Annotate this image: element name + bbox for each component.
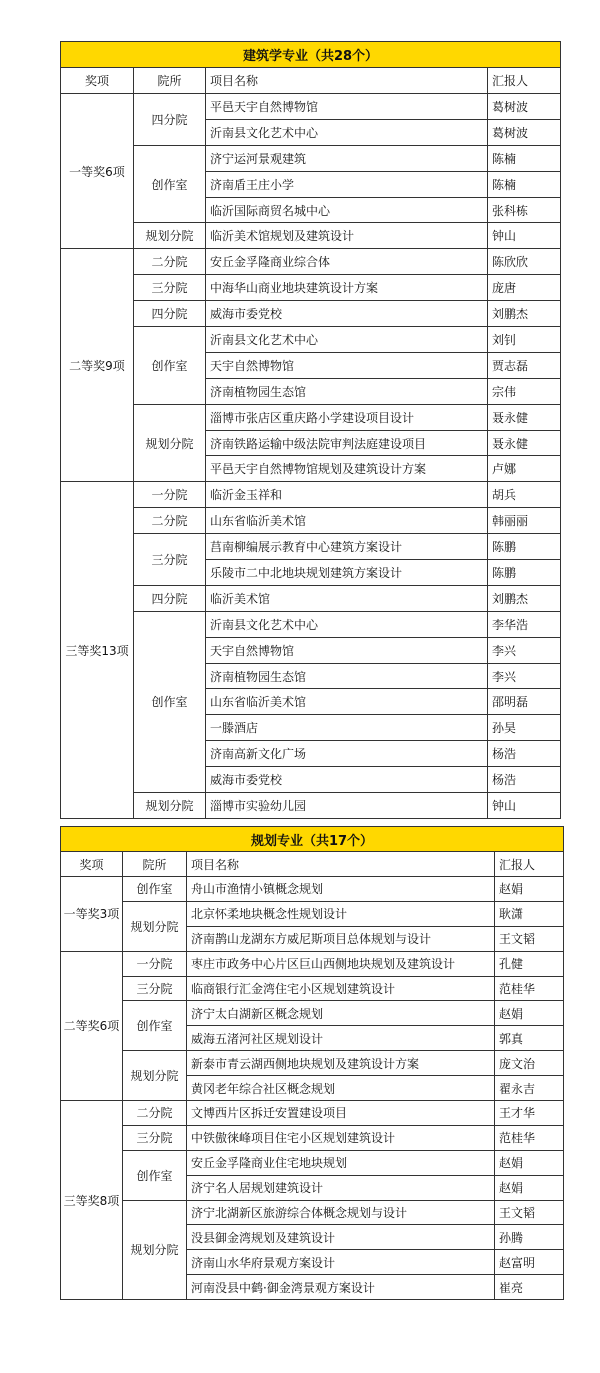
project-name-cell: 临商银行汇金湾住宅小区规划建筑设计 bbox=[187, 976, 495, 1001]
table-title: 规划专业（共17个） bbox=[61, 827, 564, 852]
department-cell: 规划分院 bbox=[123, 901, 187, 951]
reporter-cell: 贾志磊 bbox=[488, 352, 561, 378]
reporter-cell: 李兴 bbox=[488, 663, 561, 689]
reporter-cell: 赵娟 bbox=[495, 1175, 564, 1200]
project-name-cell: 临沂国际商贸名城中心 bbox=[206, 197, 488, 223]
reporter-cell: 聂永健 bbox=[488, 404, 561, 430]
department-cell: 四分院 bbox=[134, 585, 206, 611]
reporter-cell: 钟山 bbox=[488, 793, 561, 819]
reporter-cell: 赵娟 bbox=[495, 1150, 564, 1175]
department-cell: 三分院 bbox=[123, 1125, 187, 1150]
project-name-cell: 济南铁路运输中级法院审判法庭建设项目 bbox=[206, 430, 488, 456]
table-row bbox=[61, 976, 564, 1001]
department-cell: 规划分院 bbox=[134, 404, 206, 482]
table-row bbox=[61, 1001, 564, 1026]
department-cell: 规划分院 bbox=[134, 223, 206, 249]
table-row bbox=[61, 404, 561, 430]
project-name-cell: 新泰市青云湖西侧地块规划及建筑设计方案 bbox=[187, 1051, 495, 1076]
reporter-cell: 刘钊 bbox=[488, 327, 561, 353]
reporter-cell: 韩丽丽 bbox=[488, 508, 561, 534]
reporter-cell: 杨浩 bbox=[488, 741, 561, 767]
reporter-cell: 陈楠 bbox=[488, 145, 561, 171]
project-name-cell: 中铁傲徕峰项目住宅小区规划建筑设计 bbox=[187, 1125, 495, 1150]
award-level-cell: 三等奖8项 bbox=[61, 1101, 123, 1300]
project-name-cell: 济宁运河景观建筑 bbox=[206, 145, 488, 171]
project-name-cell: 沂南县文化艺术中心 bbox=[206, 611, 488, 637]
department-cell: 创作室 bbox=[134, 611, 206, 792]
project-name-cell: 沂南县文化艺术中心 bbox=[206, 327, 488, 353]
table-row bbox=[61, 1101, 564, 1126]
award-level-cell: 一等奖6项 bbox=[61, 94, 134, 249]
reporter-cell: 杨浩 bbox=[488, 767, 561, 793]
header-project: 项目名称 bbox=[187, 852, 495, 877]
reporter-cell: 邵明磊 bbox=[488, 689, 561, 715]
reporter-cell: 孙腾 bbox=[495, 1225, 564, 1250]
table-row bbox=[61, 1051, 564, 1076]
project-name-cell: 安丘金孚隆商业综合体 bbox=[206, 249, 488, 275]
table-row bbox=[61, 327, 561, 353]
reporter-cell: 王才华 bbox=[495, 1101, 564, 1126]
reporter-cell: 钟山 bbox=[488, 223, 561, 249]
department-cell: 四分院 bbox=[134, 301, 206, 327]
project-name-cell: 天宇自然博物馆 bbox=[206, 637, 488, 663]
reporter-cell: 王文韬 bbox=[495, 1200, 564, 1225]
department-cell: 一分院 bbox=[134, 482, 206, 508]
table-row bbox=[61, 508, 561, 534]
project-name-cell: 济南植物园生态馆 bbox=[206, 378, 488, 404]
reporter-cell: 刘鹏杰 bbox=[488, 301, 561, 327]
project-name-cell: 平邑天宇自然博物馆规划及建筑设计方案 bbox=[206, 456, 488, 482]
reporter-cell: 李华浩 bbox=[488, 611, 561, 637]
award-level-cell: 二等奖6项 bbox=[61, 951, 123, 1100]
table-title-row bbox=[61, 827, 564, 852]
department-cell: 创作室 bbox=[123, 877, 187, 902]
reporter-cell: 孔健 bbox=[495, 951, 564, 976]
department-cell: 三分院 bbox=[134, 534, 206, 586]
project-name-cell: 一滕酒店 bbox=[206, 715, 488, 741]
project-name-cell: 淄博市实验幼儿园 bbox=[206, 793, 488, 819]
reporter-cell: 孙昊 bbox=[488, 715, 561, 741]
reporter-cell: 卢娜 bbox=[488, 456, 561, 482]
project-name-cell: 济宁北湖新区旅游综合体概念规划与设计 bbox=[187, 1200, 495, 1225]
reporter-cell: 庞文治 bbox=[495, 1051, 564, 1076]
project-name-cell: 临沂美术馆规划及建筑设计 bbox=[206, 223, 488, 249]
reporter-cell: 葛树波 bbox=[488, 119, 561, 145]
project-name-cell: 威海市委党校 bbox=[206, 767, 488, 793]
project-name-cell: 北京怀柔地块概念性规划设计 bbox=[187, 901, 495, 926]
planning-awards-table bbox=[60, 826, 564, 1300]
department-cell: 二分院 bbox=[123, 1101, 187, 1126]
project-name-cell: 威海市委党校 bbox=[206, 301, 488, 327]
project-name-cell: 济宁太白湖新区概念规划 bbox=[187, 1001, 495, 1026]
department-cell: 二分院 bbox=[134, 249, 206, 275]
department-cell: 规划分院 bbox=[123, 1051, 187, 1101]
department-cell: 三分院 bbox=[123, 976, 187, 1001]
department-cell: 创作室 bbox=[123, 1001, 187, 1051]
reporter-cell: 陈鹏 bbox=[488, 534, 561, 560]
project-name-cell: 济南山水华府景观方案设计 bbox=[187, 1250, 495, 1275]
reporter-cell: 赵富明 bbox=[495, 1250, 564, 1275]
header-reporter: 汇报人 bbox=[495, 852, 564, 877]
header-project: 项目名称 bbox=[206, 68, 488, 94]
project-name-cell: 舟山市渔情小镇概念规划 bbox=[187, 877, 495, 902]
department-cell: 创作室 bbox=[123, 1150, 187, 1200]
department-cell: 规划分院 bbox=[123, 1200, 187, 1300]
project-name-cell: 黄冈老年综合社区概念规划 bbox=[187, 1076, 495, 1101]
table-row bbox=[61, 275, 561, 301]
project-name-cell: 山东省临沂美术馆 bbox=[206, 689, 488, 715]
project-name-cell: 乐陵市二中北地块规划建筑方案设计 bbox=[206, 560, 488, 586]
department-cell: 创作室 bbox=[134, 327, 206, 405]
table-row bbox=[61, 901, 564, 926]
project-name-cell: 平邑天宇自然博物馆 bbox=[206, 94, 488, 120]
table-row bbox=[61, 301, 561, 327]
table-row bbox=[61, 94, 561, 120]
award-level-cell: 一等奖3项 bbox=[61, 877, 123, 952]
table-row bbox=[61, 951, 564, 976]
project-name-cell: 河南没县中鹤·御金湾景观方案设计 bbox=[187, 1275, 495, 1300]
project-name-cell: 中海华山商业地块建筑设计方案 bbox=[206, 275, 488, 301]
table-row bbox=[61, 877, 564, 902]
department-cell: 创作室 bbox=[134, 145, 206, 223]
table-row bbox=[61, 482, 561, 508]
department-cell: 一分院 bbox=[123, 951, 187, 976]
table-row bbox=[61, 585, 561, 611]
department-cell: 规划分院 bbox=[134, 793, 206, 819]
table-row bbox=[61, 611, 561, 637]
reporter-cell: 胡兵 bbox=[488, 482, 561, 508]
header-dept: 院所 bbox=[134, 68, 206, 94]
header-row bbox=[61, 852, 564, 877]
header-dept: 院所 bbox=[123, 852, 187, 877]
reporter-cell: 陈楠 bbox=[488, 171, 561, 197]
reporter-cell: 赵娟 bbox=[495, 1001, 564, 1026]
project-name-cell: 山东省临沂美术馆 bbox=[206, 508, 488, 534]
table-row bbox=[61, 793, 561, 819]
award-level-cell: 三等奖13项 bbox=[61, 482, 134, 819]
project-name-cell: 淄博市张店区重庆路小学建设项目设计 bbox=[206, 404, 488, 430]
table-row bbox=[61, 1125, 564, 1150]
table-title-row bbox=[61, 42, 561, 68]
table-row bbox=[61, 1150, 564, 1175]
reporter-cell: 葛树波 bbox=[488, 94, 561, 120]
department-cell: 四分院 bbox=[134, 94, 206, 146]
architecture-awards-table bbox=[60, 41, 561, 819]
reporter-cell: 崔亮 bbox=[495, 1275, 564, 1300]
department-cell: 三分院 bbox=[134, 275, 206, 301]
reporter-cell: 刘鹏杰 bbox=[488, 585, 561, 611]
project-name-cell: 济南高新文化广场 bbox=[206, 741, 488, 767]
reporter-cell: 宗伟 bbox=[488, 378, 561, 404]
reporter-cell: 张科栋 bbox=[488, 197, 561, 223]
reporter-cell: 李兴 bbox=[488, 637, 561, 663]
table-row bbox=[61, 223, 561, 249]
table-row bbox=[61, 1200, 564, 1225]
reporter-cell: 王文韬 bbox=[495, 926, 564, 951]
header-row bbox=[61, 68, 561, 94]
project-name-cell: 济南鹊山龙湖东方威尼斯项目总体规划与设计 bbox=[187, 926, 495, 951]
reporter-cell: 陈鹏 bbox=[488, 560, 561, 586]
project-name-cell: 济南盾王庄小学 bbox=[206, 171, 488, 197]
project-name-cell: 临沂金玉祥和 bbox=[206, 482, 488, 508]
project-name-cell: 枣庄市政务中心片区巨山西侧地块规划及建筑设计 bbox=[187, 951, 495, 976]
header-award: 奖项 bbox=[61, 852, 123, 877]
reporter-cell: 陈欣欣 bbox=[488, 249, 561, 275]
project-name-cell: 沂南县文化艺术中心 bbox=[206, 119, 488, 145]
project-name-cell: 天宇自然博物馆 bbox=[206, 352, 488, 378]
award-level-cell: 二等奖9项 bbox=[61, 249, 134, 482]
header-reporter: 汇报人 bbox=[488, 68, 561, 94]
table-row bbox=[61, 249, 561, 275]
reporter-cell: 庞唐 bbox=[488, 275, 561, 301]
table-row bbox=[61, 145, 561, 171]
header-award: 奖项 bbox=[61, 68, 134, 94]
project-name-cell: 安丘金孚隆商业住宅地块规划 bbox=[187, 1150, 495, 1175]
project-name-cell: 济南植物园生态馆 bbox=[206, 663, 488, 689]
project-name-cell: 威海五渚河社区规划设计 bbox=[187, 1026, 495, 1051]
table-row bbox=[61, 534, 561, 560]
table-title: 建筑学专业（共28个） bbox=[61, 42, 561, 68]
reporter-cell: 耿潇 bbox=[495, 901, 564, 926]
reporter-cell: 翟永吉 bbox=[495, 1076, 564, 1101]
reporter-cell: 聂永健 bbox=[488, 430, 561, 456]
project-name-cell: 济宁名人居规划建筑设计 bbox=[187, 1175, 495, 1200]
reporter-cell: 郭真 bbox=[495, 1026, 564, 1051]
reporter-cell: 范桂华 bbox=[495, 976, 564, 1001]
project-name-cell: 文博西片区拆迁安置建设项目 bbox=[187, 1101, 495, 1126]
project-name-cell: 没县御金湾规划及建筑设计 bbox=[187, 1225, 495, 1250]
department-cell: 二分院 bbox=[134, 508, 206, 534]
reporter-cell: 赵娟 bbox=[495, 877, 564, 902]
reporter-cell: 范桂华 bbox=[495, 1125, 564, 1150]
project-name-cell: 临沂美术馆 bbox=[206, 585, 488, 611]
project-name-cell: 莒南柳编展示教育中心建筑方案设计 bbox=[206, 534, 488, 560]
